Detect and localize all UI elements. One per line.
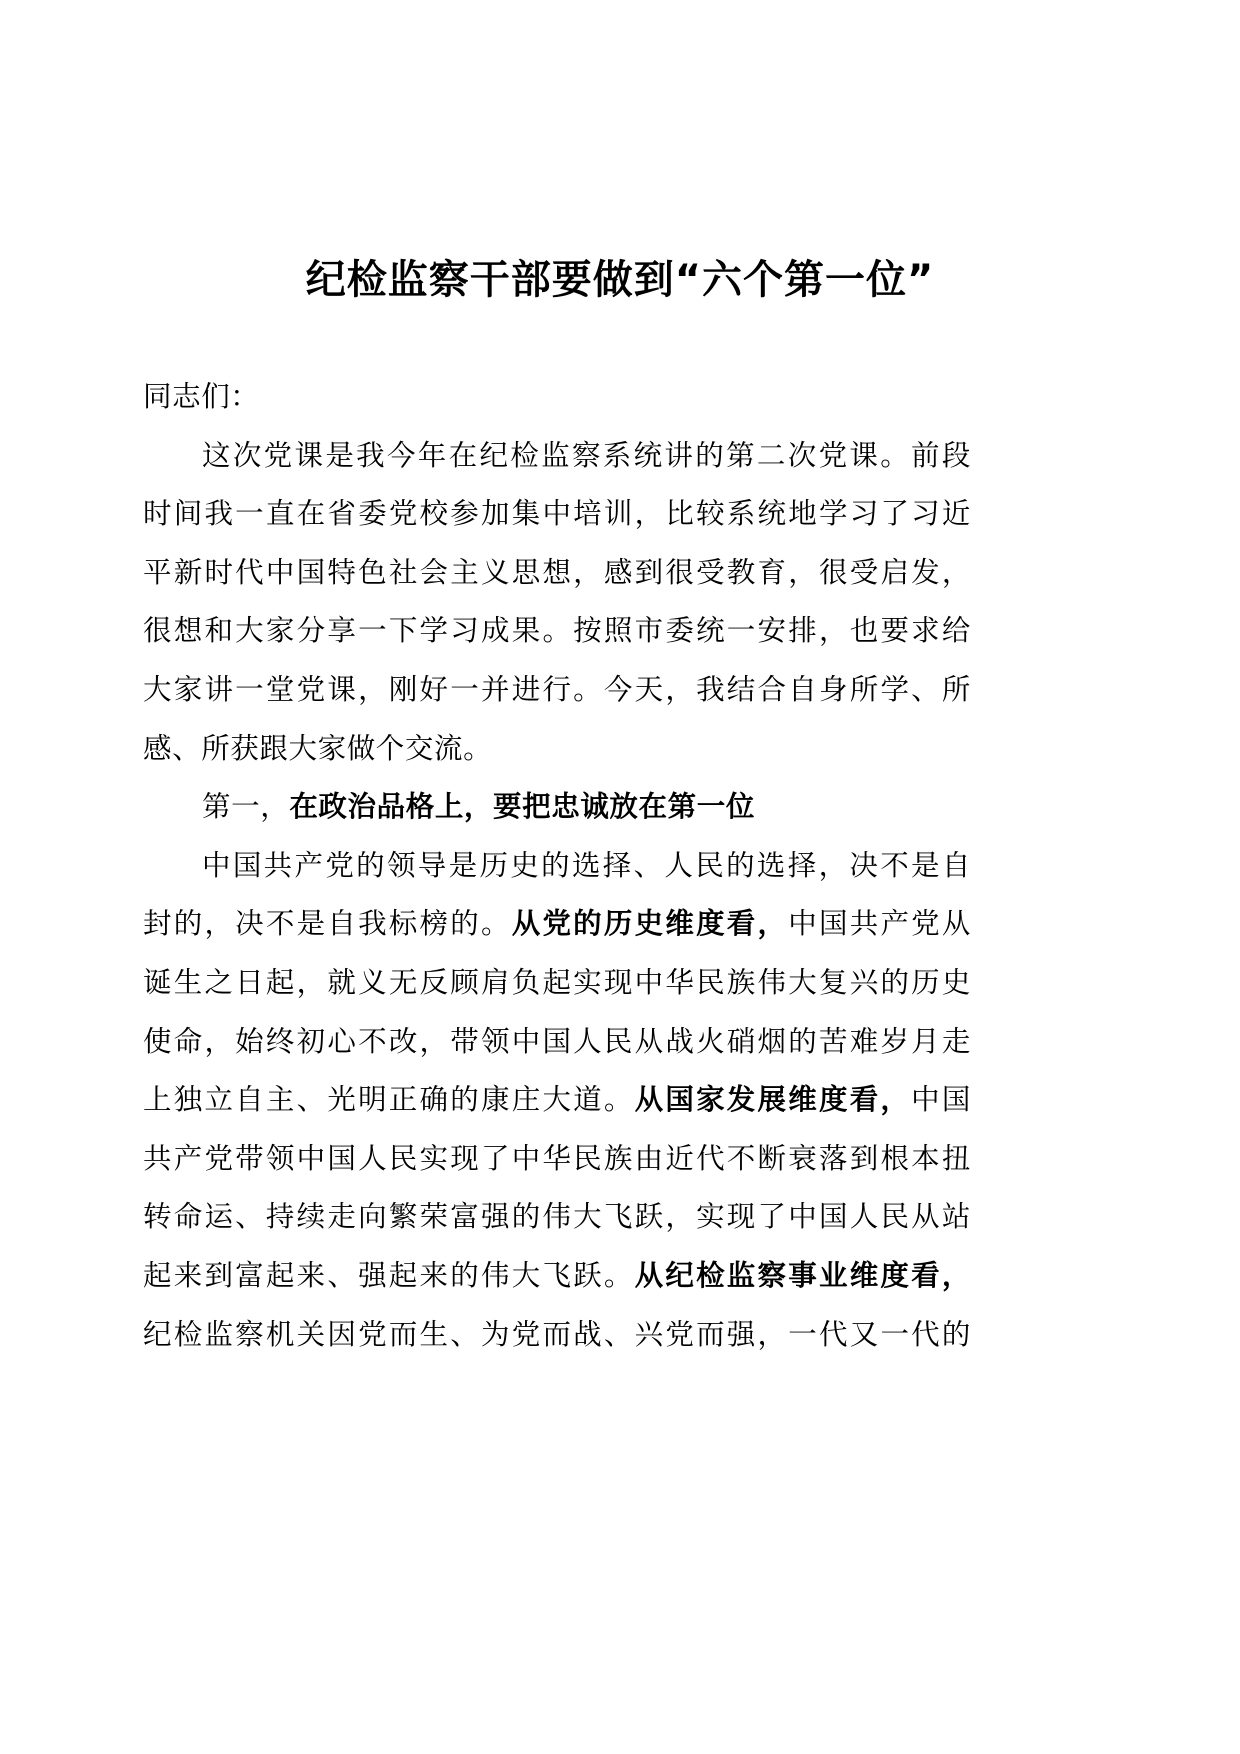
- text-run: 这次党课是我今年在纪检监察系统讲的第二次党课。前段: [202, 438, 971, 472]
- heading-prefix: 第一，: [202, 790, 290, 824]
- text-line: [143, 602, 971, 661]
- text-line: [143, 720, 971, 779]
- salutation: 同志们：: [143, 380, 260, 413]
- paragraph-intro: [143, 427, 971, 779]
- text-run: 共产党带领中国人民实现了中华民族由近代不断衰落到根本扭: [143, 1141, 971, 1175]
- text-run: 使命，始终初心不改，带领中国人民从战火硝烟的苦难岁月走: [143, 1024, 971, 1058]
- text-line: [143, 1071, 971, 1130]
- text-line: [143, 1188, 971, 1247]
- text-run: 中国共产党的领导是历史的选择、人民的选择，决不是自: [202, 848, 971, 882]
- text-run: 转命运、持续走向繁荣富强的伟大飞跃，实现了中国人民从站: [143, 1200, 971, 1234]
- text-run: 封的，决不是自我标榜的。: [143, 907, 512, 941]
- text-line: [143, 954, 971, 1013]
- section-heading: [143, 778, 971, 837]
- text-line: [143, 544, 971, 603]
- text-line: [143, 427, 971, 486]
- bold-phrase: 从纪检监察事业维度看，: [634, 1258, 971, 1292]
- heading-bold-text: 在政治品格上，要把忠诚放在第一位: [289, 790, 755, 824]
- text-line: [143, 1247, 971, 1306]
- text-run: 上独立自主、光明正确的康庄大道。: [143, 1083, 635, 1117]
- text-line: [143, 895, 971, 954]
- text-run: 起来到富起来、强起来的伟大飞跃。: [143, 1258, 635, 1292]
- text-run: 中国共产党从: [788, 907, 971, 941]
- text-run: 大家讲一堂党课，刚好一并进行。今天，我结合自身所学、所: [143, 672, 971, 706]
- text-run: 平新时代中国特色社会主义思想，感到很受教育，很受启发，: [143, 555, 971, 589]
- text-run: 中国: [911, 1083, 971, 1117]
- paragraph-loyalty: [143, 837, 971, 1364]
- text-run: 诞生之日起，就义无反顾肩负起实现中华民族伟大复兴的历史: [143, 965, 971, 999]
- text-line: [143, 1013, 971, 1072]
- text-line: [143, 1306, 971, 1365]
- text-line: [143, 837, 971, 896]
- document-body: [143, 368, 971, 1364]
- text-line: [143, 1130, 971, 1189]
- text-run: 时间我一直在省委党校参加集中培训，比较系统地学习了习近: [143, 497, 971, 531]
- document-title: 纪检监察干部要做到“六个第一位”: [305, 257, 935, 303]
- bold-phrase: 从党的历史维度看，: [511, 907, 789, 941]
- text-line: [143, 661, 971, 720]
- bold-phrase: 从国家发展维度看，: [634, 1083, 912, 1117]
- text-run: 纪检监察机关因党而生、为党而战、兴党而强，一代又一代的: [143, 1317, 971, 1351]
- text-run: 感、所获跟大家做个交流。: [143, 731, 493, 765]
- text-run: 很想和大家分享一下学习成果。按照市委统一安排，也要求给: [143, 614, 971, 648]
- text-line: [143, 485, 971, 544]
